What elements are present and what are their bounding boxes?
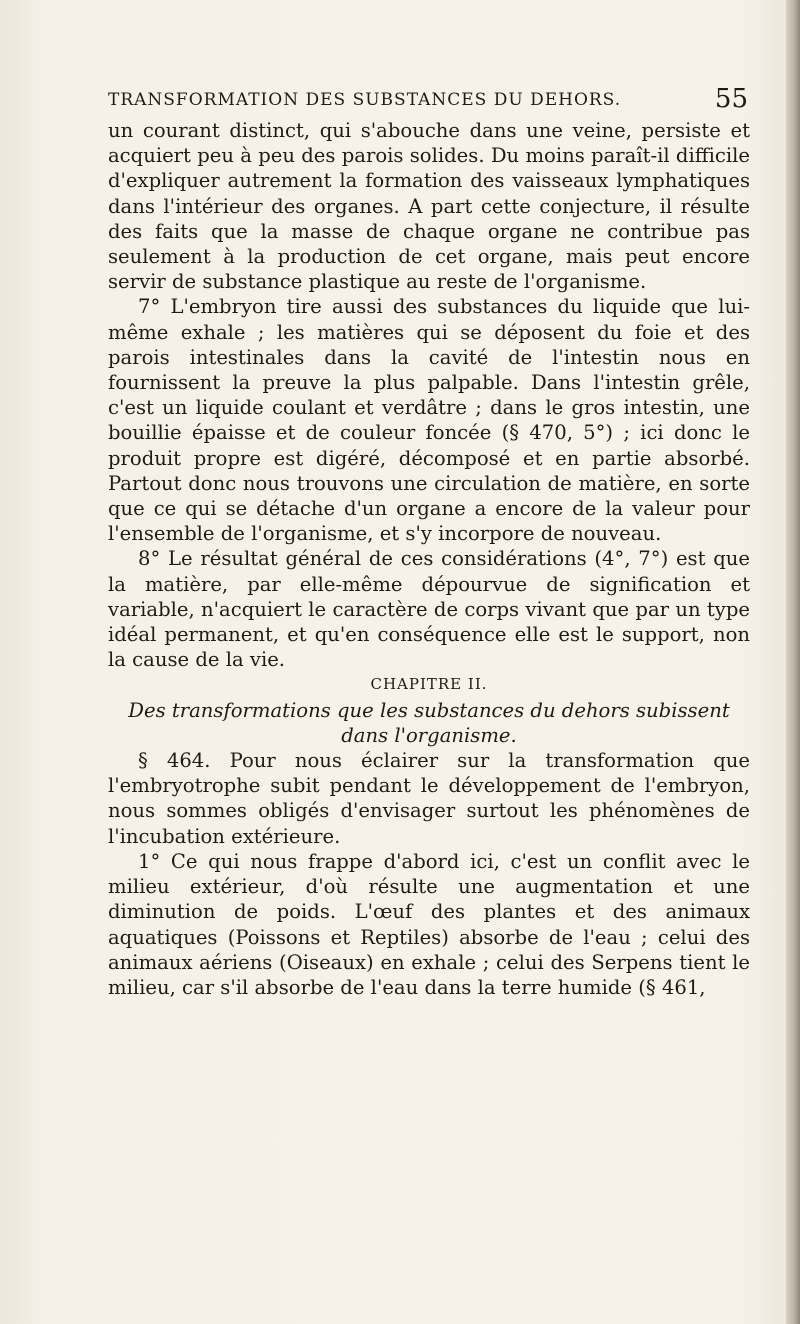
paragraph-point-8: 8° Le résultat général de ces considérations (4°, 7°) est que la matière, par elle-même dépourvue de signification et variable, n'acquiert le caractère de corps vivant que par un type idéal permanent, et qu'en conséquence elle est le support, non la cause de la vie. [108, 547, 750, 672]
page-number: 55 [714, 84, 748, 114]
body-text [108, 118, 750, 1000]
paragraph-point-7: 7° L'embryon tire aussi des substances du liquide que lui-même exhale ; les matières qui se déposent du foie et des parois intestinales dans la cavité de l'intestin nous en fournissent la preuve la plus palpable. Dans l'intestin grêle, c'est un liquide coulant et verdâtre ; dans le gros intestin, une bouillie épaisse et de couleur foncée (§ 470, 5°) ; ici donc le produit propre est digéré, décomposé et en partie absorbé. Partout donc nous trouvons une circulation de matière, en sorte que ce qui se détache d'un organe a encore de la valeur pour l'ensemble de l'organisme, et s'y incorpore de nouveau. [108, 295, 750, 546]
running-title: TRANSFORMATION DES SUBSTANCES DU DEHORS. [108, 90, 622, 110]
chapter-heading: CHAPITRE II. [370, 675, 488, 694]
paragraph-point-1: 1° Ce qui nous frappe d'abord ici, c'est un conflit avec le milieu extérieur, d'où résulte une augmentation et une diminution de poids. L'œuf des plantes et des animaux aquatiques (Poissons et Reptiles) absorbe de l'eau ; celui des animaux aériens (Oiseaux) en exhale ; celui des Serpens tient le milieu, car s'il absorbe de l'eau dans la terre humide (§ 461, [108, 849, 750, 999]
running-header [108, 84, 748, 114]
page-spine-edge [786, 0, 800, 1324]
paragraph-continuation: un courant distinct, qui s'abouche dans une veine, persiste et acquiert peu à peu des parois solides. Du moins paraît-il difficile d'expliquer autrement la formation des vaisseaux lymphatiques dans l'intérieur des organes. A part cette conjecture, il résulte des faits que la masse de chaque organe ne contribue pas seulement à la production de cet organe, mais peut encore servir de substance plastique au reste de l'organisme. [108, 119, 750, 294]
paragraph-section-464: § 464. Pour nous éclairer sur la transformation que l'embryotrophe subit pendant le développement de l'embryon, nous sommes obligés d'envisager surtout les phénomènes de l'incubation extérieure. [108, 749, 750, 848]
chapter-title: Des transformations que les substances du dehors subissent dans l'organisme. [128, 698, 730, 747]
